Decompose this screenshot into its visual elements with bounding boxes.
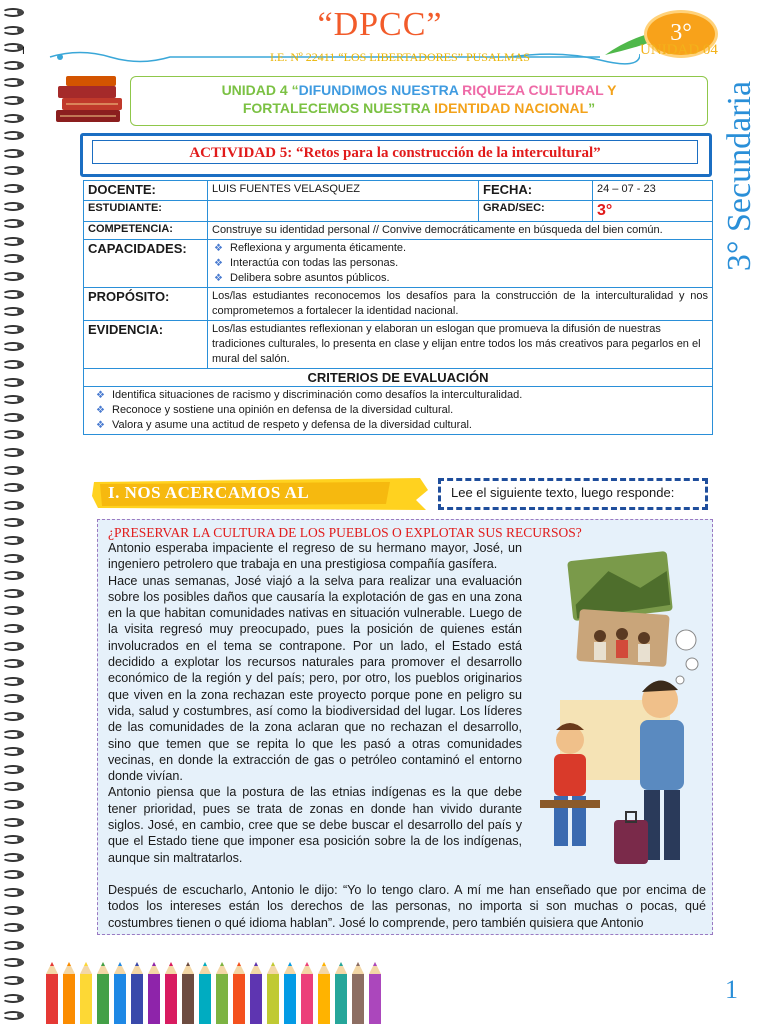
- spiral-hole: [17, 625, 23, 631]
- spiral-hole: [17, 889, 23, 895]
- capacidades-list: [208, 240, 713, 288]
- capacidad-item: ❖ Delibera sobre asuntos públicos.: [212, 271, 708, 286]
- pencil: [182, 962, 194, 1024]
- school-name: I.E. Nº 22411 “LOS LIBERTADORES” PUSALMAS: [270, 50, 530, 64]
- spiral-hole: [17, 590, 23, 596]
- spiral-hole: [17, 238, 23, 244]
- reading-paragraph: Antonio piensa que la postura de las etnias indígenas es la que debe tener prioridad, pues se trata de zonas en donde han vivido durante siglos. José, en cambio, cree que se debe buscar el desarrollo del país y que el Estado tiene que imponer esa posición sobre la de los indígenas, aunque sin maltratarlos.: [108, 785, 522, 865]
- spiral-hole: [17, 731, 23, 737]
- unit-label: UNIDAD 04: [640, 42, 718, 58]
- spiral-hole: [17, 643, 23, 649]
- spiral-hole: [17, 977, 23, 983]
- instruction-box: Lee el siguiente texto, luego responde:: [438, 478, 708, 510]
- spiral-hole: [17, 291, 23, 297]
- evidencia-value: Los/las estudiantes reflexionan y elaboran un eslogan que promueva la difusión de nuestras tradiciones culturales, lo presenta en clase y elijan entre todos los más creativos para pegarlos en el mural del salón.: [208, 321, 713, 369]
- spiral-hole: [17, 27, 23, 33]
- brothers-illustration: [530, 550, 706, 880]
- reading-column: [108, 540, 522, 866]
- spiral-hole: [17, 678, 23, 684]
- spiral-hole: [17, 766, 23, 772]
- spiral-hole: [17, 502, 23, 508]
- criterio-item: ❖ Identifica situaciones de racismo y discriminación como desafíos la interculturalidad.: [94, 388, 708, 403]
- pencil: [335, 962, 347, 1024]
- page-title: “DPCC”: [317, 6, 443, 43]
- spiral-hole: [17, 854, 23, 860]
- capacidad-item: ❖ Reflexiona y argumenta éticamente.: [212, 241, 708, 256]
- spiral-hole: [17, 414, 23, 420]
- competencia-label: COMPETENCIA:: [84, 222, 208, 240]
- reading-paragraph: Hace unas semanas, José viajó a la selva para realizar una evaluación sobre los posibles daños que causaría la explotación de gas en una zona en la que habitan comunidades nativas en situación vulnerable. Luego de la visita regresó muy preocupado, pues la posición de quienes están involucrados en el tema se contrapone. Por un lado, el Estado está decidido a explotar los recursos naturales para promover el desarrollo económico de la región y del país; pero, por otro, los pueblos originarios que viven en la zona rechazan este proyecto porque pone en peligro su vida, salud y costumbres, así como la biodiversidad del lugar. Los líderes de las comunidades de la zona aclaran que no rechazan el desarrollo, sino que temen que se repita lo que les pasó a otras comunidades vecinas, en donde la extracción de gas o petróleo contaminó el entorno donde vivían.: [108, 573, 522, 784]
- spiral-hole: [17, 62, 23, 68]
- unit-title-line2: FORTALECEMOS NUESTRA IDENTIDAD NACIONAL”: [242, 100, 596, 116]
- pencil: [369, 962, 381, 1024]
- pencil: [131, 962, 143, 1024]
- pencil: [114, 962, 126, 1024]
- pencil: [80, 962, 92, 1024]
- pencil: [97, 962, 109, 1024]
- spiral-hole: [17, 273, 23, 279]
- spiral-hole: [17, 203, 23, 209]
- spiral-hole: [17, 801, 23, 807]
- pencil: [250, 962, 262, 1024]
- spiral-hole: [17, 555, 23, 561]
- pencil: [46, 962, 58, 1024]
- spiral-hole: [17, 150, 23, 156]
- docente-label: DOCENTE:: [84, 181, 208, 201]
- spiral-hole: [17, 361, 23, 367]
- reading-title: ¿PRESERVAR LA CULTURA DE LOS PUEBLOS O EXPLOTAR SUS RECURSOS?: [108, 525, 582, 540]
- spiral-hole: [17, 115, 23, 121]
- page-number: 1: [725, 975, 738, 1004]
- spiral-hole: [17, 326, 23, 332]
- spiral-hole: [17, 942, 23, 948]
- fecha-label: FECHA:: [479, 181, 593, 201]
- vertical-grade-label: 3° Secundaria: [721, 80, 758, 272]
- section-banner: I. NOS ACERCAMOS AL: [90, 476, 430, 512]
- left-mark: I: [22, 46, 25, 57]
- spiral-binding: [0, 0, 26, 1024]
- spiral-hole: [17, 185, 23, 191]
- colored-pencils-decoration: [40, 960, 390, 1024]
- reading-paragraph: Antonio esperaba impaciente el regreso de su hermano mayor, José, un ingeniero petrolero que trabaja en una prestigiosa compañía gasífera.: [108, 541, 522, 572]
- pencil: [318, 962, 330, 1024]
- spiral-hole: [17, 995, 23, 1001]
- pencil: [352, 962, 364, 1024]
- gradsec-value: 3°: [593, 201, 713, 222]
- reading-paragraph-full: Después de escucharlo, Antonio le dijo: “Yo lo tengo claro. A mí me han enseñado que por encima de todos los intereses están los derechos de las personas, no importa si son muchas o pocas, qué costumbres tienen o qué idioma hablan”. José lo comprende, pero también quisiera que Antonio: [108, 883, 706, 930]
- criterio-item: ❖ Reconoce y sostiene una opinión en defensa de la diversidad cultural.: [94, 403, 708, 418]
- pencil: [284, 962, 296, 1024]
- fecha-value: 24 – 07 - 23: [593, 181, 713, 201]
- spiral-hole: [17, 537, 23, 543]
- spiral-hole: [17, 9, 23, 15]
- evidencia-label: EVIDENCIA:: [84, 321, 208, 369]
- gradsec-label: GRAD/SEC:: [479, 201, 593, 222]
- pencil: [216, 962, 228, 1024]
- activity-title: ACTIVIDAD 5: “Retos para la construcción de la intercultural”: [92, 140, 698, 164]
- reading-box: [97, 519, 713, 935]
- criterios-header: CRITERIOS DE EVALUACIÓN: [84, 369, 713, 387]
- books-icon: [52, 70, 132, 126]
- estudiante-label: ESTUDIANTE:: [84, 201, 208, 222]
- pencil: [267, 962, 279, 1024]
- spiral-hole: [17, 379, 23, 385]
- grade-badge: 3°: [644, 10, 718, 58]
- proposito-label: PROPÓSITO:: [84, 288, 208, 321]
- spiral-hole: [17, 449, 23, 455]
- pencil: [199, 962, 211, 1024]
- pencil: [301, 962, 313, 1024]
- capacidades-label: CAPACIDADES:: [84, 240, 208, 288]
- criterio-item: ❖ Valora y asume una actitud de respeto y defensa de la diversidad cultural.: [94, 418, 708, 433]
- proposito-value: Los/las estudiantes reconocemos los desafíos para la construcción de la interculturalidad y nos comprometemos a fortalecer la identidad nacional.: [208, 288, 713, 321]
- pencil: [148, 962, 160, 1024]
- pencil: [63, 962, 75, 1024]
- unit-title-line1: UNIDAD 4 “DIFUNDIMOS NUESTRA RIQUEZA CULTURAL Y: [221, 82, 617, 98]
- pencil: [165, 962, 177, 1024]
- competencia-value: Construye su identidad personal // Convive democráticamente en búsqueda del bien común.: [208, 222, 713, 240]
- spiral-hole: [17, 713, 23, 719]
- spiral-hole: [17, 907, 23, 913]
- spiral-hole: [17, 819, 23, 825]
- info-table: [83, 180, 713, 435]
- capacidad-item: ❖ Interactúa con todas las personas.: [212, 256, 708, 271]
- unit-title-box: [130, 76, 708, 126]
- pencil: [233, 962, 245, 1024]
- docente-value: LUIS FUENTES VELASQUEZ: [208, 181, 479, 201]
- spiral-hole: [17, 467, 23, 473]
- spiral-hole: [17, 97, 23, 103]
- estudiante-value[interactable]: [208, 201, 479, 222]
- criterios-list: [84, 387, 713, 435]
